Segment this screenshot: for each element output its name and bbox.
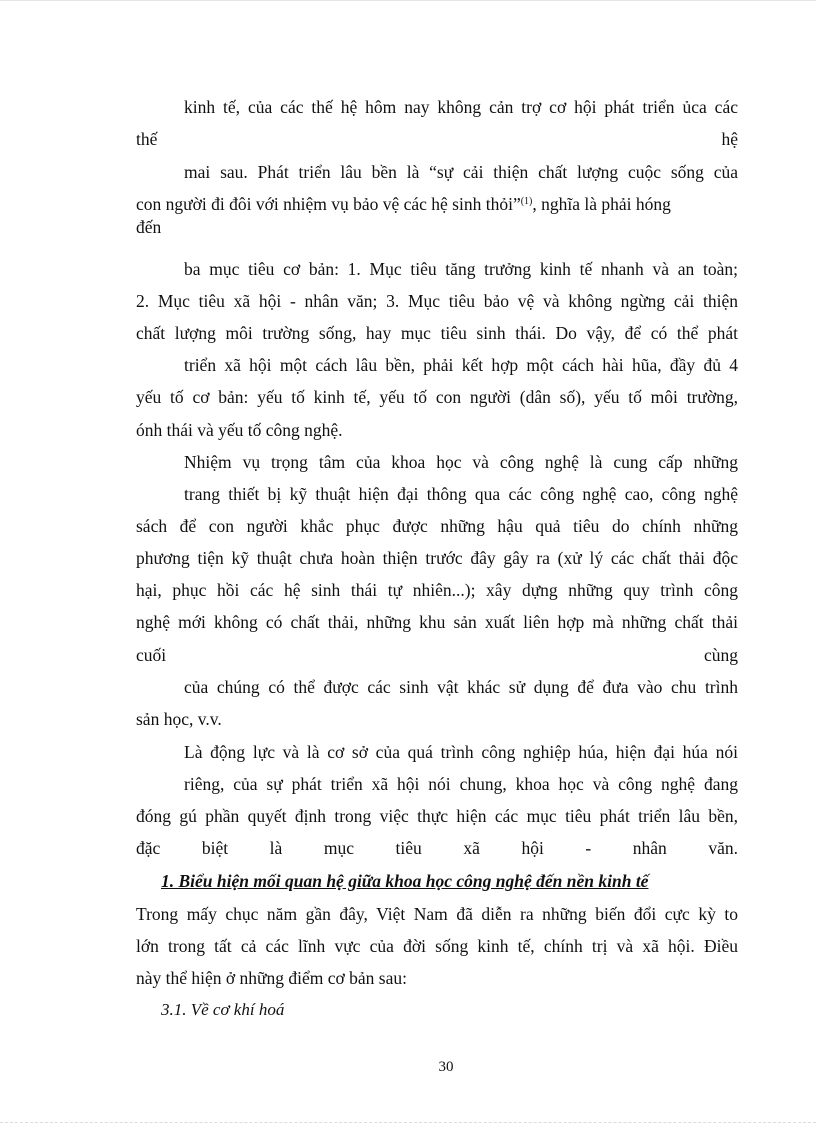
text-line: sản học, v.v. xyxy=(136,709,222,729)
text-line: nghệ mới không có chất thải, những khu sản xuất liên hợp mà những chất thải xyxy=(136,612,738,632)
text-line: đóng gú phần quyết định trong việc thực hiện các mục tiêu phát triển lâu bền, xyxy=(136,806,738,826)
text-fragment: cùng xyxy=(703,645,738,665)
section-heading: 1. Biểu hiện mối quan hệ giữa khoa học công nghệ đến nền kinh tế xyxy=(161,871,649,891)
text-line: mai sau. Phát triển lâu bền là “sự cải thiện chất lượng cuộc sống của xyxy=(184,162,738,182)
text-line: riêng, của sự phát triển xã hội nói chung, khoa học và công nghệ đang xyxy=(184,774,738,794)
text-line: hại, phục hồi các hệ sinh thái tự nhiên...); xây dựng những quy trình công xyxy=(136,580,738,600)
subsection-heading: 3.1. Về cơ khí hoá xyxy=(161,1000,285,1019)
text-line: đến xyxy=(136,217,162,237)
text-line xyxy=(136,193,738,215)
text-line: chất lượng môi trường sống, hay mục tiêu sinh thái. Do vậy, để có thể phát xyxy=(136,323,738,343)
text-fragment: , nghĩa là phải hóng xyxy=(532,194,671,214)
text-line: sách để con người khắc phục được những hậu quả tiêu do chính những xyxy=(136,516,738,536)
text-line: đặc biệt là mục tiêu xã hội - nhân văn. xyxy=(136,838,738,858)
text-line: Là động lực và là cơ sở của quá trình công nghiệp húa, hiện đại húa nói xyxy=(184,742,738,762)
text-fragment: cuối xyxy=(136,645,167,665)
text-fragment: hệ xyxy=(721,129,738,149)
text-line: phương tiện kỹ thuật chưa hoàn thiện trước đây gây ra (xử lý các chất thải độc xyxy=(136,548,738,568)
page-number: 30 xyxy=(438,1059,454,1075)
footnote-ref: (1) xyxy=(520,196,533,207)
text-line: yếu tố cơ bản: yếu tố kinh tế, yếu tố con người (dân số), yếu tố môi trường, xyxy=(136,387,738,407)
text-line: Trong mấy chục năm gần đây, Việt Nam đã diễn ra những biến đổi cực kỳ to xyxy=(136,904,738,924)
text-line xyxy=(136,644,738,666)
text-line: ba mục tiêu cơ bản: 1. Mục tiêu tăng trưởng kinh tế nhanh và an toàn; xyxy=(184,259,738,279)
text-fragment: con người đi đôi với nhiệm vụ bảo vệ các hệ sinh thỏi” xyxy=(136,194,521,214)
text-line: kinh tế, của các thế hệ hôm nay không cản trợ cơ hội phát triển ủca các xyxy=(184,97,738,117)
text-line: này thể hiện ở những điểm cơ bản sau: xyxy=(136,968,407,988)
text-line: Nhiệm vụ trọng tâm của khoa học và công nghệ là cung cấp những xyxy=(184,452,738,472)
text-line: của chúng có thể được các sinh vật khác sử dụng để đưa vào chu trình xyxy=(184,677,738,697)
text-fragment: thế xyxy=(136,129,158,149)
text-line: triển xã hội một cách lâu bền, phải kết hợp một cách hài hũa, đầy đủ 4 xyxy=(184,355,738,375)
text-line xyxy=(136,128,738,150)
text-line: 2. Mục tiêu xã hội - nhân văn; 3. Mục tiêu bảo vệ và không ngừng cải thiện xyxy=(136,291,738,311)
text-line: ónh thái và yếu tố công nghệ. xyxy=(136,420,343,440)
text-line: trang thiết bị kỹ thuật hiện đại thông qua các công nghệ cao, công nghệ xyxy=(184,484,738,504)
text-line: lớn trong tất cả các lĩnh vực của đời sống kinh tế, chính trị và xã hội. Điều xyxy=(136,936,738,956)
